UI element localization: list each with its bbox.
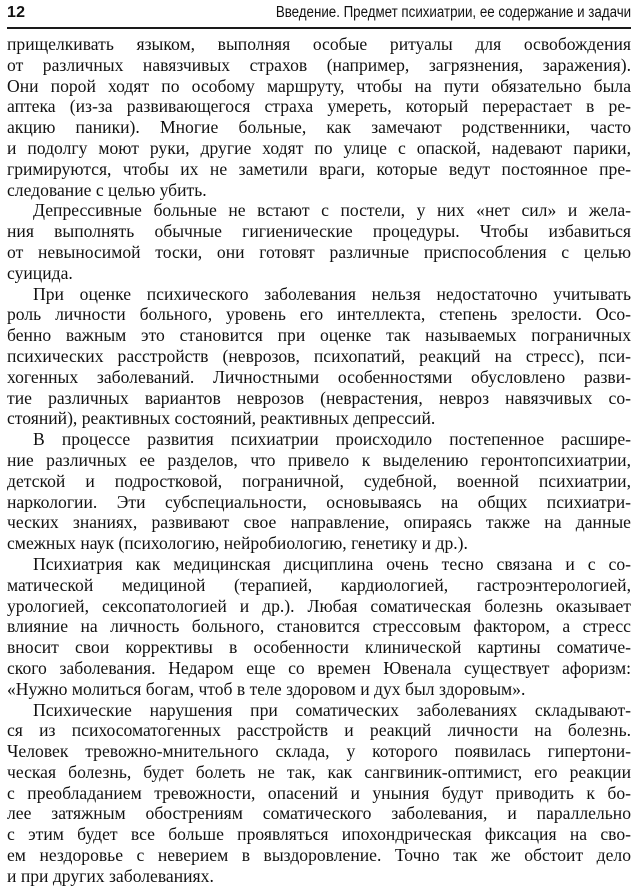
text-line: При оценке психического заболевания нельзя недостаточно учитывать <box>33 283 631 304</box>
text-line: от невыносимой тоски, они готовят различные приспособления с целью <box>7 241 631 262</box>
text-line: и подолгу моют руки, другие ходят по улице с опаской, надевают парики, <box>7 137 631 158</box>
text-line: лее затяжным обострениям соматического заболевания, и параллельно <box>7 803 631 824</box>
paragraph-2 <box>7 200 631 283</box>
text-line: вносит свои коррективы в особенности клинической картины соматиче- <box>7 637 631 658</box>
text-line: «Нужно молиться богам, чтоб в теле здоровом и дух был здоровым». <box>7 678 526 699</box>
text-line: влияние на личность больного, становится стрессовым фактором, а стресс <box>7 616 631 637</box>
text-line: психических расстройств (неврозов, психопатий, реакций на стресс), пси- <box>7 345 631 366</box>
text-line: с этим будет все больше проявляться ипохондрическая фиксация на сво- <box>7 824 631 845</box>
text-line: и при других заболеваниях. <box>7 865 214 886</box>
paragraph-3 <box>7 284 631 430</box>
text-line: аптека (из-за развивающегося страха умереть, который перерастает в ре- <box>7 96 631 117</box>
paragraph-4 <box>7 429 631 554</box>
text-line: Психиатрия как медицинская дисциплина очень тесно связана и с со- <box>33 553 631 574</box>
text-line: В процессе развития психиатрии происходило постепенное расшире- <box>33 429 631 450</box>
text-line: ского заболевания. Недаром еще со времен Ювенала существует афоризм: <box>7 657 631 678</box>
text-line: ческая болезнь, будет болеть не так, как сангвиник-оптимист, его реакции <box>7 761 631 782</box>
text-line: гримируются, чтобы их не заметили враги, которые ведут постоянное пре- <box>7 158 631 179</box>
text-line: Они порой ходят по особому маршруту, чтобы на пути обязательно была <box>7 75 631 96</box>
text-line: стояний), реактивных состояний, реактивных депрессий. <box>7 408 436 429</box>
text-line: ние различных ее разделов, что привело к выделению геронтопсихиатрии, <box>7 449 631 470</box>
paragraph-5 <box>7 554 631 700</box>
text-line: суицида. <box>7 262 73 283</box>
paragraph-6 <box>7 700 631 887</box>
text-line: Депрессивные больные не встают с постели, у них «нет сил» и жела- <box>33 200 631 221</box>
running-title: Введение. Предмет психиатрии, ее содержание и задачи <box>275 4 631 21</box>
text-line: следование с целью убить. <box>7 179 207 200</box>
text-line: бенно важным это становится при оценке так называемых пограничных <box>7 325 631 346</box>
text-line: с преобладанием тревожности, опасений и уныния будут приводить к бо- <box>7 782 631 803</box>
text-line: ческих знаниях, развивают свое направление, опираясь также на данные <box>7 512 631 533</box>
text-line: Психические нарушения при соматических заболеваниях складывают- <box>33 699 631 720</box>
text-line: наркологии. Эти субспециальности, основываясь на общих психиатри- <box>7 491 631 512</box>
body-text <box>7 34 631 887</box>
text-line: ся из психосоматогенных расстройств и реакций личности на болезнь. <box>7 720 631 741</box>
text-line: ем нездоровье с неверием в выздоровление. Точно так же обстоит дело <box>7 845 631 866</box>
text-line: смежных наук (психологию, нейробиологию, генетику и др.). <box>7 533 468 554</box>
page-number: 12 <box>7 4 26 21</box>
text-line: акцию паники). Многие больные, как замечают родственники, часто <box>7 117 631 138</box>
text-line: урологией, сексопатологией и др.). Любая соматическая болезнь оказывает <box>7 595 631 616</box>
text-line: тие различных вариантов неврозов (неврастения, невроз навязчивых со- <box>7 387 631 408</box>
text-line: от различных навязчивых страхов (например, загрязнения, заражения). <box>7 54 631 75</box>
text-line: ния выполнять обычные гигиенические процедуры. Чтобы избавиться <box>7 221 631 242</box>
running-header <box>7 3 631 29</box>
text-line: прищелкивать языком, выполняя особые ритуалы для освобождения <box>7 34 631 54</box>
paragraph-1 <box>7 34 631 200</box>
text-line: детской и подростковой, пограничной, судебной, военной психиатрии, <box>7 470 631 491</box>
text-line: матической медициной (терапией, кардиологией, гастроэнтерологией, <box>7 574 631 595</box>
text-line: хогенных заболеваний. Личностными особенностями обусловлено разви- <box>7 366 631 387</box>
text-line: роль личности больного, уровень его интеллекта, степень зрелости. Осо- <box>7 304 631 325</box>
text-line: Человек тревожно-мнительного склада, у которого появилась гипертони- <box>7 741 631 762</box>
